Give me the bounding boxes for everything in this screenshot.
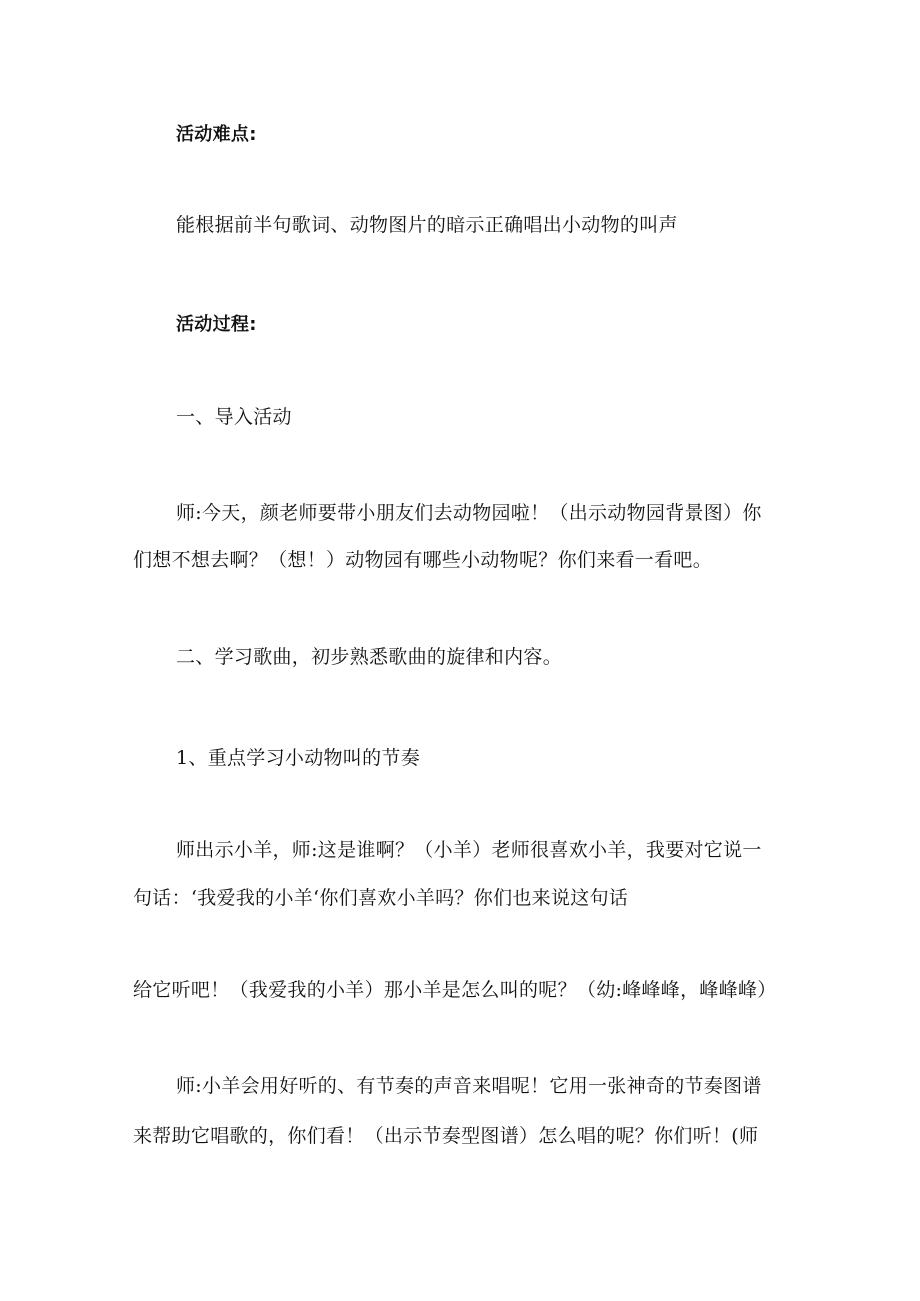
- process-heading: 活动过程:: [176, 314, 257, 335]
- difficulty-heading: 活动难点:: [176, 124, 257, 145]
- difficulty-text: 能根据前半句歌词、动物图片的暗示正确唱出小动物的叫声: [176, 214, 678, 236]
- rhythm-paragraph-line-1: 师:小羊会用好听的、有节奏的声音来唱呢！它用一张神奇的节奏图谱: [176, 1075, 762, 1097]
- section-two-title: 二、学习歌曲，初步熟悉歌曲的旋律和内容。: [176, 646, 563, 668]
- subsection-one-title: 1、重点学习小动物叫的节奏: [176, 747, 420, 769]
- rhythm-paragraph-line-2: 来帮助它唱歌的，你们看！（出示节奏型图谱）怎么唱的呢？你们听！(师: [133, 1125, 759, 1147]
- sheep-paragraph-line-1: 师出示小羊，师:这是谁啊？（小羊）老师很喜欢小羊，我要对它说一: [176, 839, 762, 861]
- sheep-paragraph-line-2: 句话：‘我爱我的小羊‘你们喜欢小羊吗？你们也来说这句话: [133, 887, 629, 909]
- intro-paragraph-line-2: 们想不想去啊？（想！）动物园有哪些小动物呢？你们来看一看吧。: [133, 549, 713, 571]
- sheep-paragraph-line-3: 给它听吧！（我爱我的小羊）那小羊是怎么叫的呢？（幼:峰峰峰，峰峰峰）: [133, 979, 777, 1001]
- section-one-title: 一、导入活动: [176, 406, 292, 428]
- intro-paragraph-line-1: 师:今天，颜老师要带小朋友们去动物园啦！（出示动物园背景图）你: [176, 502, 762, 524]
